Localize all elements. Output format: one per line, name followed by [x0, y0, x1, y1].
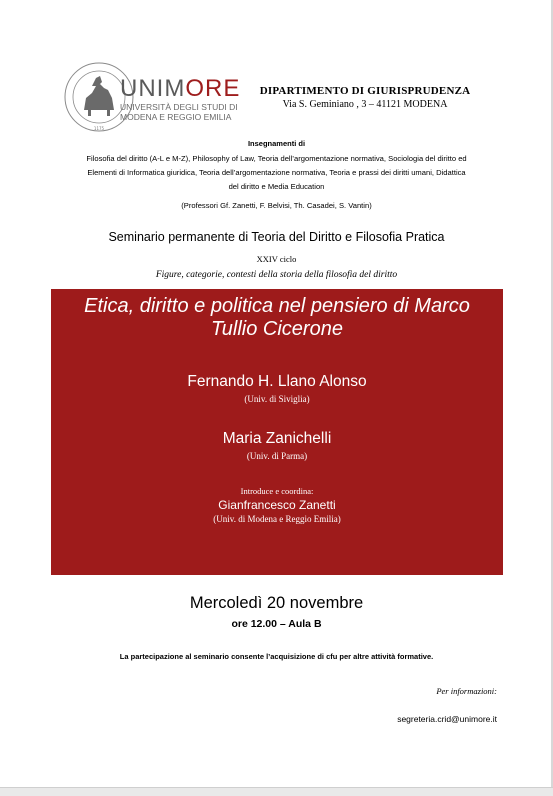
courses-line: Elementi di Informatica giuridica, Teoria dell’argomentazione normativa, Teoria e prassi dei diritti umani, Didattica: [87, 168, 466, 177]
brand-suffix: ORE: [185, 75, 241, 102]
professors-list: (Professori Gf. Zanetti, F. Belvisi, Th. Casadei, S. Vantin): [181, 201, 372, 210]
coordinator-label: Introduce e coordina:: [240, 486, 314, 496]
department-address: Via S. Geminiano , 3 – 41121 MODENA: [282, 99, 448, 110]
coordinator-affiliation: (Univ. di Modena e Reggio Emilia): [213, 514, 341, 524]
speaker-name: Maria Zanichelli: [222, 430, 332, 447]
seminar-subtitle: Figure, categorie, contesti della storia della filosofia del diritto: [155, 270, 398, 280]
speaker-affiliation: (Univ. di Parma): [246, 451, 308, 461]
university-name-line1: UNIVERSITÀ DEGLI STUDI DI: [120, 102, 238, 112]
credits-note: La partecipazione al seminario consente l’acquisizione di cfu per altre attività formative.: [119, 652, 434, 661]
event-banner: [51, 289, 503, 575]
event-date: Mercoledì 20 novembre: [189, 594, 364, 612]
event-time-room: ore 12.00 – Aula B: [231, 618, 322, 630]
department-name: DIPARTIMENTO DI GIURISPRUDENZA: [259, 85, 471, 97]
coordinator-block: [51, 486, 503, 524]
contact-email: segreteria.crid@unimore.it: [397, 714, 497, 724]
brand-prefix: UNIM: [120, 75, 186, 102]
courses-title: Insegnamenti di: [247, 139, 306, 148]
courses-line: Filosofia del diritto (A-L e M-Z), Philosophy of Law, Teoria dell’argomentazione normativa, Sociologia del diritto ed: [86, 154, 467, 163]
department-block: [250, 85, 480, 110]
courses-line: del diritto e Media Education: [228, 182, 325, 191]
coordinator-name: Gianfrancesco Zanetti: [218, 498, 336, 512]
seminar-cycle: XXIV ciclo: [256, 254, 297, 264]
university-wordmark: [120, 77, 240, 122]
talk-title: Etica, diritto e politica nel pensiero di Marco Tullio Cicerone: [84, 295, 470, 340]
speaker-block: [51, 373, 503, 404]
seminar-title: Seminario permanente di Teoria del Diritto e Filosofia Pratica: [108, 230, 445, 244]
svg-text:1175: 1175: [93, 126, 105, 131]
university-name-line2: MODENA E REGGIO EMILIA: [120, 111, 232, 122]
courses-list: [40, 152, 513, 194]
info-label: Per informazioni:: [436, 686, 497, 696]
speaker-name: Fernando H. Llano Alonso: [187, 373, 367, 390]
speaker-affiliation: (Univ. di Siviglia): [244, 394, 310, 404]
speaker-block: [51, 430, 503, 461]
